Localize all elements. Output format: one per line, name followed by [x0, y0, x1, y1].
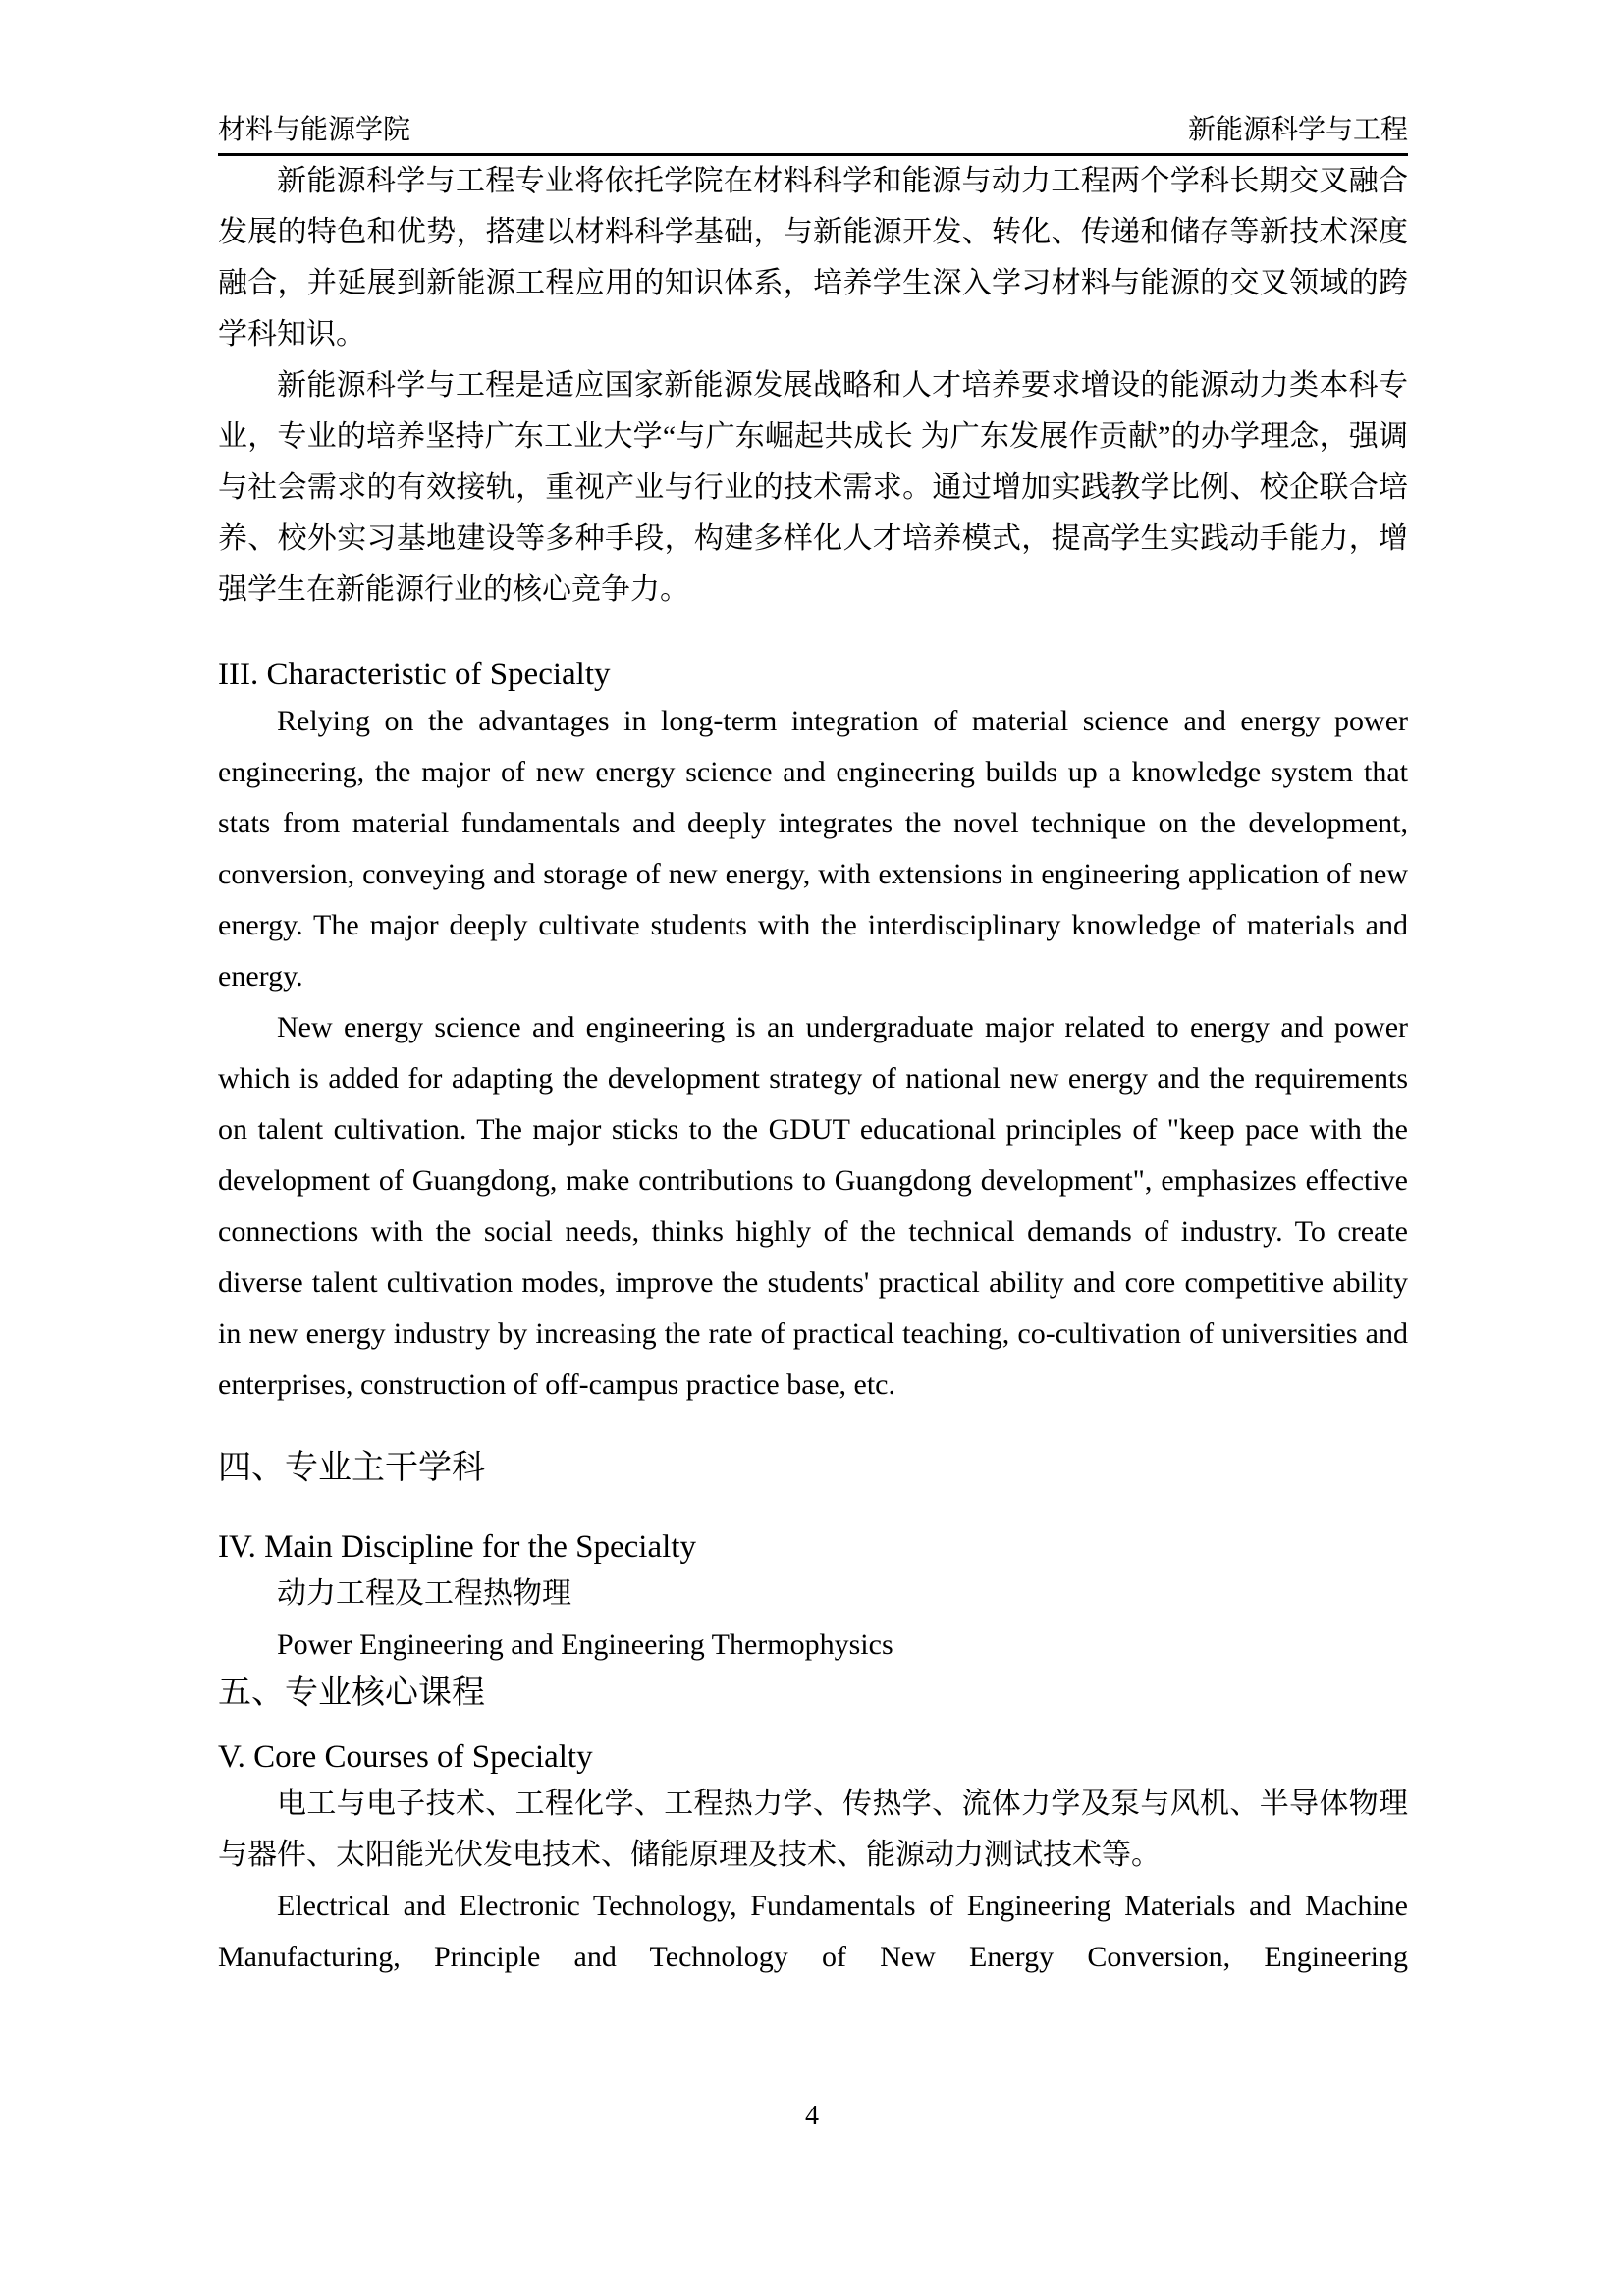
- core-courses-zh: 电工与电子技术、工程化学、工程热力学、传热学、流体力学及泵与风机、半导体物理与器件、太阳能光伏发电技术、储能原理及技术、能源动力测试技术等。: [218, 1788, 1408, 1871]
- heading-main-discipline-en: IV. Main Discipline for the Specialty: [218, 1529, 696, 1565]
- heading-core-courses-zh: 五、专业核心课程: [218, 1675, 485, 1711]
- page-content: [218, 156, 1408, 1983]
- header-left-title: 材料与能源学院: [218, 115, 411, 145]
- heading-core-courses-en: V. Core Courses of Specialty: [218, 1739, 593, 1775]
- page-inner: [218, 0, 1408, 1983]
- page-number: 4: [805, 2101, 819, 2131]
- heading-characteristic-en: III. Characteristic of Specialty: [218, 657, 611, 692]
- intro-paragraph-1: 新能源科学与工程专业将依托学院在材料科学和能源与动力工程两个学科长期交叉融合发展的特色和优势，搭建以材料科学基础，与新能源开发、转化、传递和储存等新技术深度融合，并延展到新能源工程应用的知识体系，培养学生深入学习材料与能源的交叉领域的跨学科知识。: [218, 165, 1408, 350]
- main-discipline-zh: 动力工程及工程热物理: [277, 1577, 571, 1610]
- characteristic-paragraph-1: Relying on the advantages in long-term integration of material science and energy power engineering, the major of new energy science and engineering builds up a knowledge system that stats from material fundamentals and deeply integrates the novel technique on the development, conversion, conveying and storage of new energy, with extensions in engineering application of new energy. The major deeply cultivate students with the interdisciplinary knowledge of materials and energy.: [218, 705, 1408, 992]
- intro-paragraph-2: 新能源科学与工程是适应国家新能源发展战略和人才培养要求增设的能源动力类本科专业，专业的培养坚持广东工业大学“与广东崛起共成长 为广东发展作贡献”的办学理念，强调与社会需求的有效接轨，重视产业与行业的技术需求。通过增加实践教学比例、校企联合培养、校外实习基地建设等多种手段，构建多样化人才培养模式，提高学生实践动手能力，增强学生在新能源行业的核心竞争力。: [218, 369, 1408, 606]
- core-courses-en: Electrical and Electronic Technology, Fundamentals of Engineering Materials and Machine Manufacturing, Principle and Technology of New Energy Conversion, Engineering: [218, 1890, 1408, 1973]
- page-footer: [0, 2101, 1624, 2132]
- header-right-title: 新能源科学与工程: [1187, 115, 1408, 145]
- page-header: [218, 0, 1408, 156]
- main-discipline-en: Power Engineering and Engineering Thermophysics: [277, 1629, 893, 1661]
- characteristic-paragraph-2: New energy science and engineering is an undergraduate major related to energy and power which is added for adapting the development strategy of national new energy and the requirements on talent cultivation. The major sticks to the GDUT educational principles of "keep pace with the development of Guangdong, make contributions to Guangdong development", emphasizes effective connections with the social needs, thinks highly of the technical demands of industry. To create diverse talent cultivation modes, improve the students' practical ability and core competitive ability in new energy industry by increasing the rate of practical teaching, co-cultivation of universities and enterprises, construction of off-campus practice base, etc.: [218, 1011, 1408, 1401]
- heading-main-discipline-zh: 四、专业主干学科: [218, 1450, 485, 1486]
